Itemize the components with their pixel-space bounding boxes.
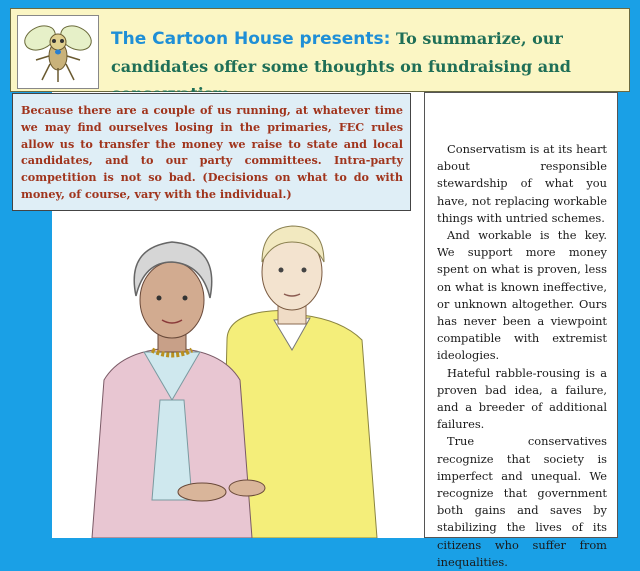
article-paragraph: Hateful rabble-rousing is a proven bad idea, a failure, and a breeder of additional failures. <box>437 365 607 432</box>
article-paragraph: And workable is the key. We support more money spent on what is proven, less on what is known ineffective, or unknown altogether. Ours has never been a viewpoint compatible with extremist ideologies. <box>437 228 607 363</box>
article-paragraph: True conservatives recognize that society is imperfect and unequal. We recognize that government both gains and saves by stabilizing the lives of its citizens who suffer from inequalities. <box>437 434 607 569</box>
article-text <box>437 141 607 571</box>
header-banner <box>10 8 630 92</box>
article-panel <box>424 92 618 569</box>
fundraising-callout: Because there are a couple of us running, at whatever time we may find ourselves losing in the primaries, FEC rules allow us to transfer the money we raise to state and local candidates, and to our party committees. Intra-party competition is not so bad. (Decisions on what to do with money, of course, vary with the individual.) <box>12 93 411 211</box>
article-paragraph: Conservatism is at its heart about responsible stewardship of what you have, not replacing workable things with untried schemes. <box>437 142 607 225</box>
presents-label: The Cartoon House presents: <box>111 29 391 49</box>
cartoon-fly-icon <box>17 15 99 89</box>
candidates-illustration <box>52 200 424 538</box>
page-title: To summarize, our candidates offer some thoughts on fundraising and <box>111 29 571 76</box>
